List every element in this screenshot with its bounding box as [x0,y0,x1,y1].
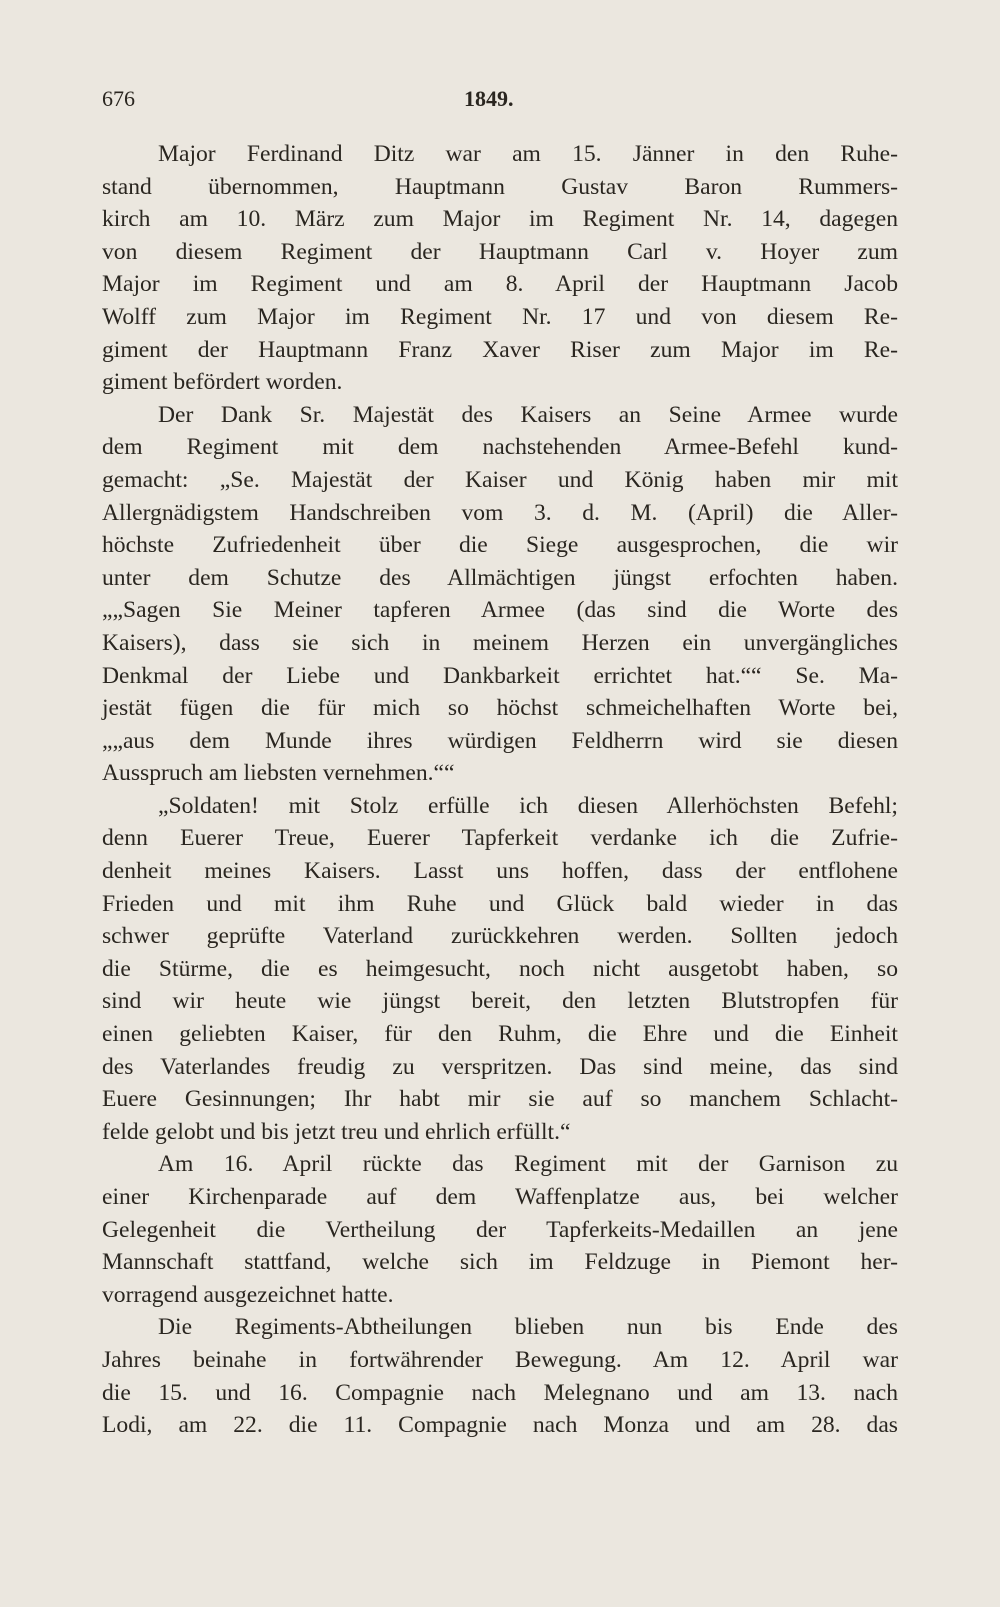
text-line: Jahres beinahe in fortwährender Bewegung. Am 12. April war [102,1346,898,1373]
text-line: jestät fügen die für mich so höchst schmeichelhaften Worte bei, [102,695,898,722]
text-line: denn Euerer Treue, Euerer Tapferkeit verdanke ich die Zufrie- [102,825,898,852]
text-line: Denkmal der Liebe und Dankbarkeit errichtet hat.““ Se. Ma- [102,662,898,689]
text-line: „„aus dem Munde ihres würdigen Feldherrn wird sie diesen [102,727,898,754]
text-line: vorragend ausgezeichnet hatte. [102,1281,394,1308]
text-line: dem Regiment mit dem nachstehenden Armee-Befehl kund- [102,434,898,461]
text-line: des Vaterlandes freudig zu verspritzen. Das sind meine, das sind [102,1053,898,1080]
text-line: unter dem Schutze des Allmächtigen jüngst erfochten haben. [102,564,898,591]
text-line: die Stürme, die es heimgesucht, noch nicht ausgetobt haben, so [102,955,898,982]
text-line: Lodi, am 22. die 11. Compagnie nach Monza und am 28. das [102,1412,898,1439]
text-line: Gelegenheit die Vertheilung der Tapferkeits-Medaillen an jene [102,1216,898,1243]
text-line: einer Kirchenparade auf dem Waffenplatze aus, bei welcher [102,1184,898,1210]
text-line: denheit meines Kaisers. Lasst uns hoffen, dass der entflohene [102,858,898,885]
text-line: Allergnädigstem Handschreiben vom 3. d. M. (April) die Aller- [102,499,898,526]
text-line: Major Ferdinand Ditz war am 15. Jänner in den Ruhe- [158,141,898,167]
text-line: Der Dank Sr. Majestät des Kaisers an Seine Armee wurde [158,401,898,428]
text-line: Mannschaft stattfand, welche sich im Feldzuge in Piemont her- [102,1249,898,1276]
text-line: einen geliebten Kaiser, für den Ruhm, die Ehre und die Einheit [102,1021,898,1048]
text-line: gemacht: „Se. Majestät der Kaiser und König haben mir mit [102,466,898,493]
text-line: giment befördert worden. [102,369,343,396]
text-line: höchste Zufriedenheit über die Siege ausgesprochen, die wir [102,532,898,559]
text-line: Wolff zum Major im Regiment Nr. 17 und von diesem Re- [102,303,898,330]
text-line: sind wir heute wie jüngst bereit, den letzten Blutstropfen für [102,988,898,1015]
text-line: kirch am 10. März zum Major im Regiment Nr. 14, dagegen [102,206,898,233]
text-line: Die Regiments-Abtheilungen blieben nun bis Ende des [158,1314,898,1341]
page-number: 676 [102,86,135,111]
page-header [102,86,898,116]
text-line: felde gelobt und bis jetzt treu und ehrlich erfüllt.“ [102,1118,571,1145]
text-line: giment der Hauptmann Franz Xaver Riser zum Major im Re- [102,336,898,363]
text-line: Major im Regiment und am 8. April der Hauptmann Jacob [102,271,898,298]
text-line: von diesem Regiment der Hauptmann Carl v. Hoyer zum [102,238,898,265]
text-line: Frieden und mit ihm Ruhe und Glück bald wieder in das [102,890,898,917]
text-line: Ausspruch am liebsten vernehmen.““ [102,760,455,787]
text-line: schwer geprüfte Vaterland zurückkehren werden. Sollten jedoch [102,923,898,950]
text-line: Euere Gesinnungen; Ihr habt mir sie auf so manchem Schlacht- [102,1086,898,1113]
text-line: Kaisers), dass sie sich in meinem Herzen ein unvergängliches [102,629,898,656]
text-line: Am 16. April rückte das Regiment mit der Garnison zu [158,1151,898,1178]
text-line: stand übernommen, Hauptmann Gustav Baron Rummers- [102,173,898,200]
body-text [102,138,898,1442]
text-line: „„Sagen Sie Meiner tapferen Armee (das sind die Worte des [102,597,898,624]
text-line: „Soldaten! mit Stolz erfülle ich diesen Allerhöchsten Befehl; [158,792,898,819]
text-line: die 15. und 16. Compagnie nach Melegnano und am 13. nach [102,1379,898,1406]
running-title-year: 1849. [464,86,514,111]
